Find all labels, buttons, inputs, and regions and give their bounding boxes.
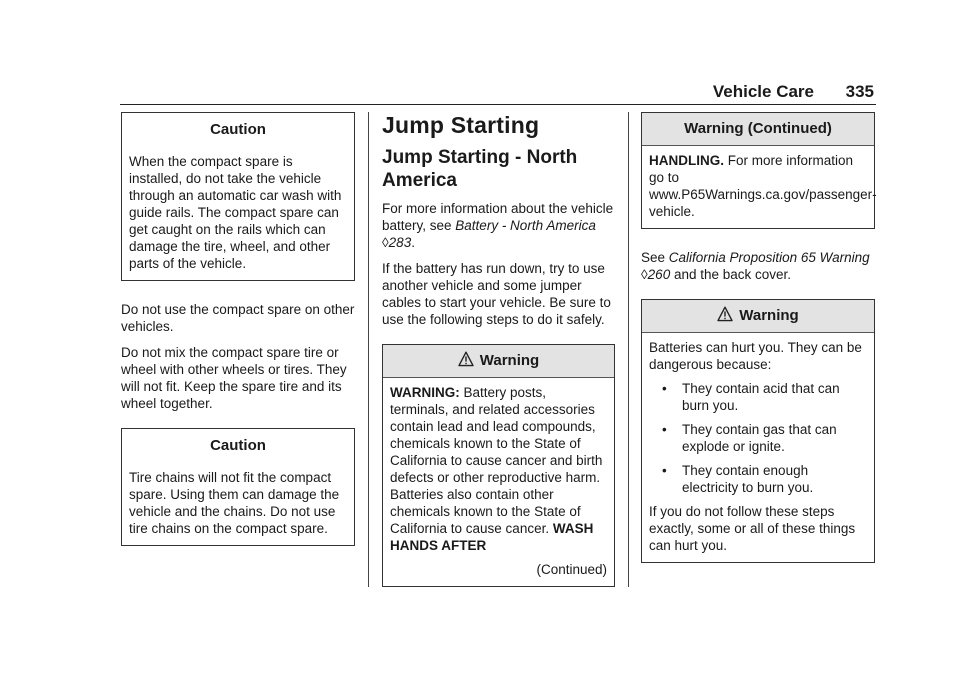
list-item: [649, 380, 867, 414]
list-item-text: They contain gas that can explode or ignite.: [682, 422, 837, 454]
column-left: [121, 112, 355, 566]
warning-box-battery-danger: [641, 299, 875, 563]
warning-header: [642, 300, 874, 333]
caution-body: [122, 147, 354, 280]
text-span: For more information about the vehicle battery, see: [382, 201, 614, 233]
page-ref-icon: ◊: [641, 267, 648, 282]
warning-box-continued: [641, 112, 875, 229]
warning-text-body: For more information go to www.P65Warnings.ca.gov/passenger-vehicle.: [649, 153, 877, 219]
paragraph-spare-other-vehicles: Do not use the compact spare on other vehicles.: [121, 302, 355, 334]
warning-icon: [717, 306, 733, 322]
warning-outro: If you do not follow these steps exactly, some or all of these things can hurt you.: [649, 504, 856, 553]
warning-header: [383, 345, 614, 378]
paragraph-battery-run-down: If the battery has run down, try to use another vehicle and some jumper cables to start your vehicle. Be sure to use the following steps to do it safely.: [382, 261, 611, 327]
column-middle: [382, 112, 615, 607]
section-title: Vehicle Care: [712, 82, 814, 101]
text-span: .: [411, 235, 415, 250]
list-item: [649, 462, 867, 496]
page-header: [120, 82, 876, 105]
warning-title: Warning: [479, 352, 540, 369]
continued-label: (Continued): [536, 562, 607, 577]
caution-text: When the compact spare is installed, do not take the vehicle through an automatic car wash with guide rails. The compact spare can get caught on the rails which can damage the tire, wheel, and other parts of the vehicle.: [129, 154, 342, 271]
warning-lead: HANDLING.: [649, 153, 724, 168]
list-item-text: They contain enough electricity to burn you.: [682, 463, 814, 495]
bullet-icon: •: [662, 463, 667, 478]
column-divider: [628, 112, 629, 587]
warning-tail: WASH HANDS AFTER: [390, 521, 594, 553]
warning-continued-title: Warning (Continued): [642, 113, 874, 146]
bullet-icon: •: [662, 422, 667, 437]
bullet-icon: •: [662, 381, 667, 396]
warning-body: [383, 378, 614, 586]
page-ref-number[interactable]: 260: [647, 267, 671, 282]
warning-intro: Batteries can hurt you. They can be dangerous because:: [649, 340, 862, 372]
subheading-jump-starting-north-america: Jump Starting - North America: [382, 147, 578, 191]
list-item-text: They contain acid that can burn you.: [682, 381, 840, 413]
caution-text: Tire chains will not fit the compact spare. Using them can damage the vehicle and the chains. Do not use tire chains on the compact spare.: [129, 470, 340, 536]
page-number: 335: [845, 82, 874, 101]
paragraph-see-prop65: [641, 249, 875, 283]
warning-icon: [458, 351, 474, 367]
paragraph-spare-mix: Do not mix the compact spare tire or wheel with other wheels or tires. They will not fit. Keep the spare tire and its wheel together.: [121, 345, 347, 411]
bullet-list: [649, 380, 867, 496]
warning-box-lead: [382, 344, 615, 587]
paragraph-battery-info: [382, 200, 615, 251]
column-right: [641, 112, 875, 583]
warning-text-body: Battery posts, terminals, and related accessories contain lead and lead compounds, chemicals known to the State of California to cause cancer and birth defects or other reproductive harm. Batteries also contain other chemicals known to the State of California to cause cancer.: [390, 385, 603, 536]
warning-body: [642, 146, 877, 228]
caution-body: [122, 463, 354, 545]
warning-body: [642, 333, 874, 562]
heading-jump-starting: Jump Starting: [382, 112, 540, 138]
caution-box-spare-car-wash: [121, 112, 355, 281]
text-span: and the back cover.: [670, 267, 792, 282]
text-span: See: [641, 250, 669, 265]
cross-reference-link[interactable]: Battery - North America: [455, 218, 596, 233]
warning-text: [390, 384, 607, 554]
page-ref-number[interactable]: 283: [388, 235, 412, 250]
page-ref-icon: ◊: [382, 235, 389, 250]
column-divider: [368, 112, 369, 587]
caution-title: Caution: [122, 429, 354, 463]
warning-text: [649, 152, 877, 220]
warning-lead: WARNING:: [390, 385, 460, 400]
caution-title: Caution: [122, 113, 354, 147]
cross-reference-link[interactable]: California Proposition 65 Warning: [668, 250, 870, 265]
caution-box-tire-chains: [121, 428, 355, 546]
warning-title: Warning: [739, 307, 799, 324]
list-item: [649, 421, 867, 455]
